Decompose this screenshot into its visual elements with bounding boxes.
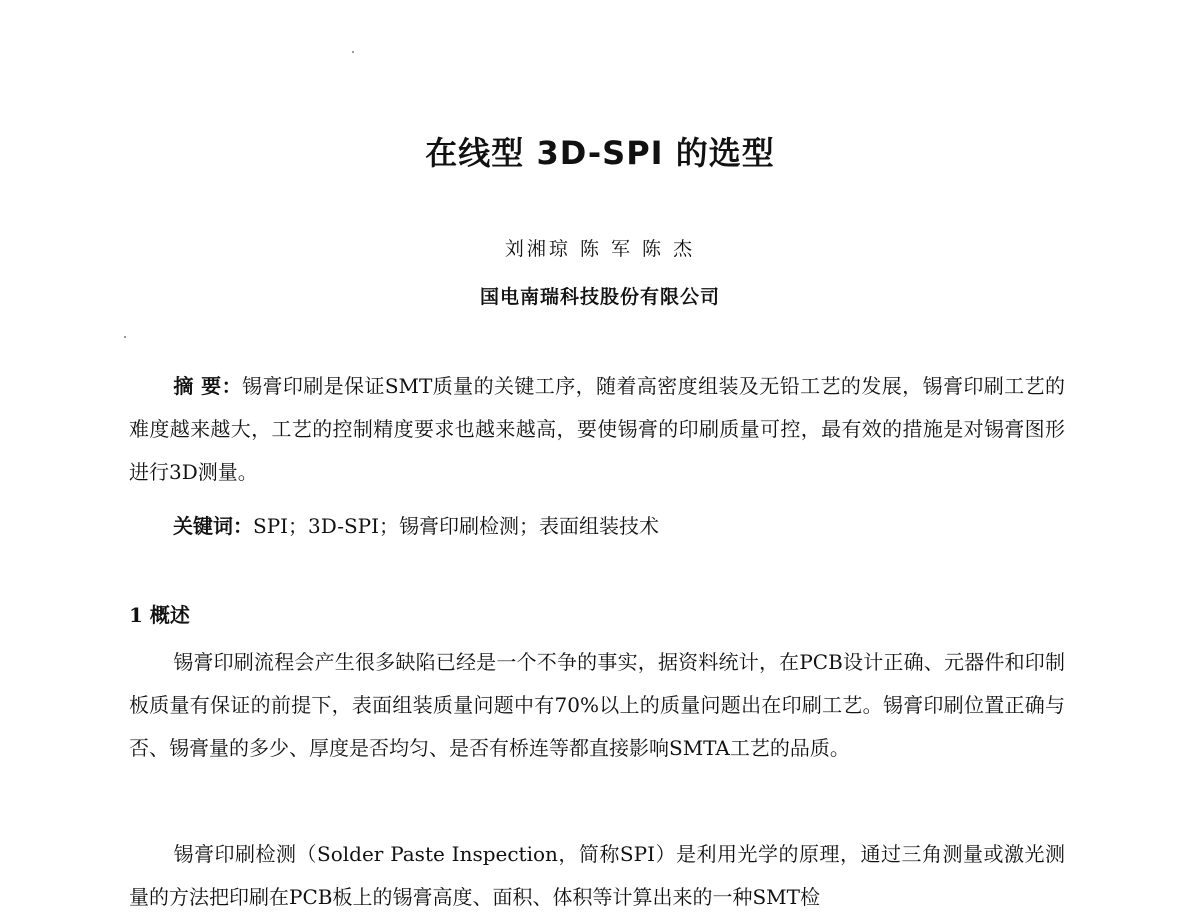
- keywords-label: 关键词：: [173, 514, 253, 538]
- body-paragraph: [129, 641, 1065, 770]
- scan-speck: [352, 51, 354, 53]
- affiliation: 国电南瑞科技股份有限公司: [479, 286, 720, 308]
- body-paragraph-text: 锡膏印刷检测（Solder Paste Inspection，简称SPI）是利用光学的原理，通过三角测量或激光测量的方法把印刷在PCB板上的锡膏高度、面积、体积等计算出来的一种SMT检: [129, 842, 1065, 909]
- body-paragraph: [129, 833, 1065, 919]
- paper-title: 在线型 3D-SPI 的选型: [425, 134, 775, 172]
- abstract-label: 摘 要：: [173, 374, 242, 398]
- body-paragraph-text: 锡膏印刷流程会产生很多缺陷已经是一个不争的事实，据资料统计，在PCB设计正确、元器件和印制板质量有保证的前提下，表面组装质量问题中有70%以上的质量问题出在印刷工艺。锡膏印刷位置正确与否、锡膏量的多少、厚度是否均匀、是否有桥连等都直接影响SMTA工艺的品质。: [129, 650, 1065, 760]
- abstract-text: 锡膏印刷是保证SMT质量的关键工序，随着高密度组装及无铅工艺的发展，锡膏印刷工艺的难度越来越大，工艺的控制精度要求也越来越高，要使锡膏的印刷质量可控，最有效的措施是对锡膏图形进行3D测量。: [129, 374, 1065, 484]
- abstract: [129, 365, 1065, 494]
- keywords-text: SPI；3D-SPI；锡膏印刷检测；表面组装技术: [253, 514, 660, 538]
- keywords: [129, 505, 1065, 548]
- section-heading: 1 概述: [129, 603, 190, 627]
- author-list: 刘湘琼 陈 军 陈 杰: [504, 238, 696, 260]
- scan-speck: [124, 336, 126, 338]
